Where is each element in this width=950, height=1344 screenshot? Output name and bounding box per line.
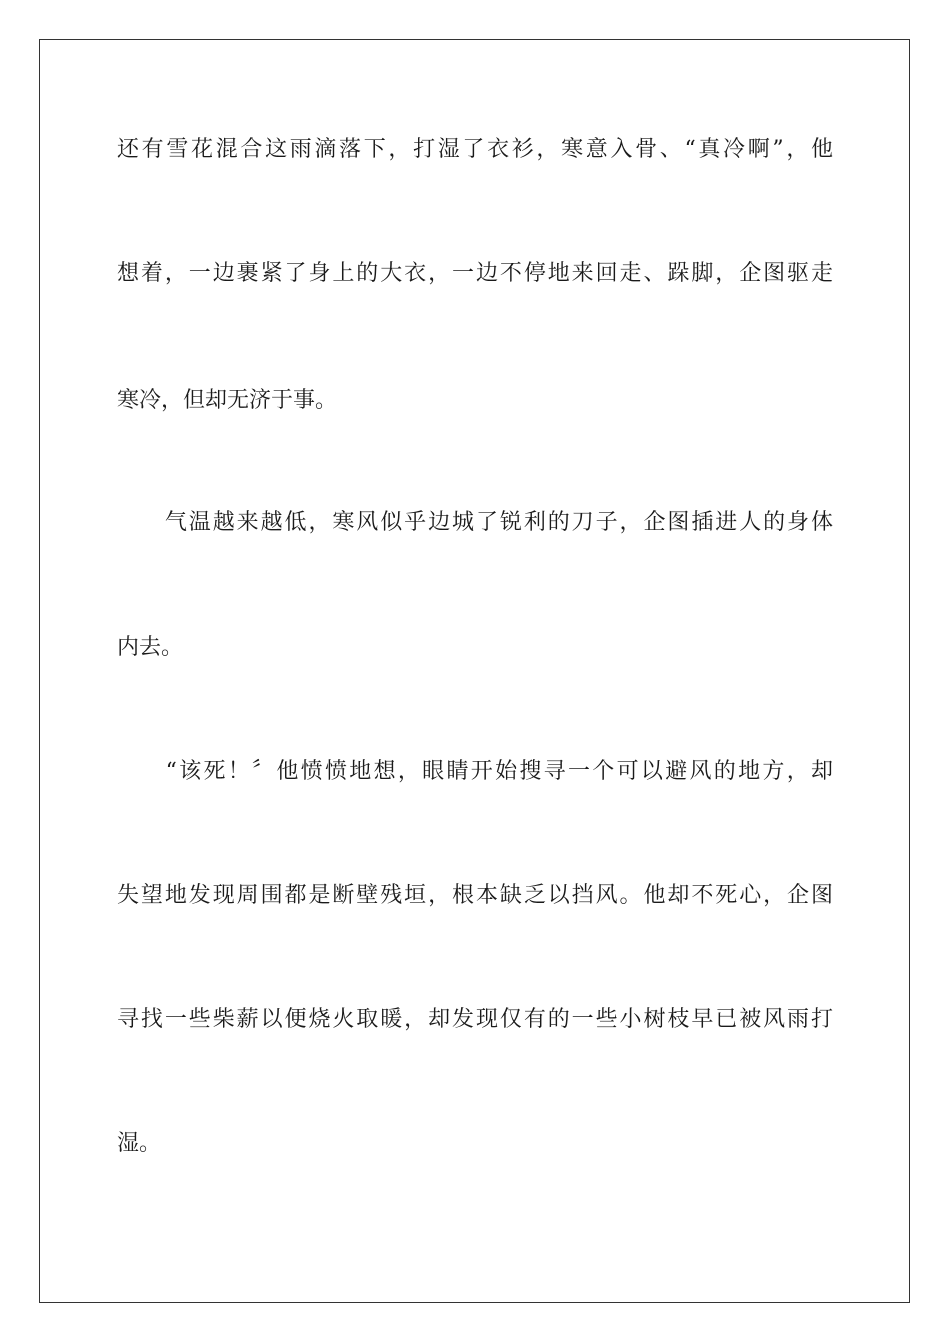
text-line: 内去。	[117, 635, 184, 660]
page-border	[39, 39, 910, 1303]
text-line: “该死！〞他愤愤地想，眼睛开始搜寻一个可以避风的地方，却	[117, 759, 833, 784]
text-line: 湿。	[117, 1131, 162, 1156]
text-line: 气温越来越低，寒风似乎边城了锐利的刀子，企图插进人的身体	[117, 510, 833, 535]
text-line: 失望地发现周围都是断壁残垣，根本缺乏以挡风。他却不死心，企图	[117, 883, 833, 908]
text-line: 寒冷，但却无济于事。	[117, 388, 338, 413]
text-line: 寻找一些柴薪以便烧火取暖，却发现仅有的一些小树枝早已被风雨打	[117, 1007, 833, 1032]
text-line: 还有雪花混合这雨滴落下，打湿了衣衫，寒意入骨、“真冷啊”，他	[117, 137, 833, 162]
text-line: 想着，一边裹紧了身上的大衣，一边不停地来回走、跺脚，企图驱走	[117, 261, 833, 286]
